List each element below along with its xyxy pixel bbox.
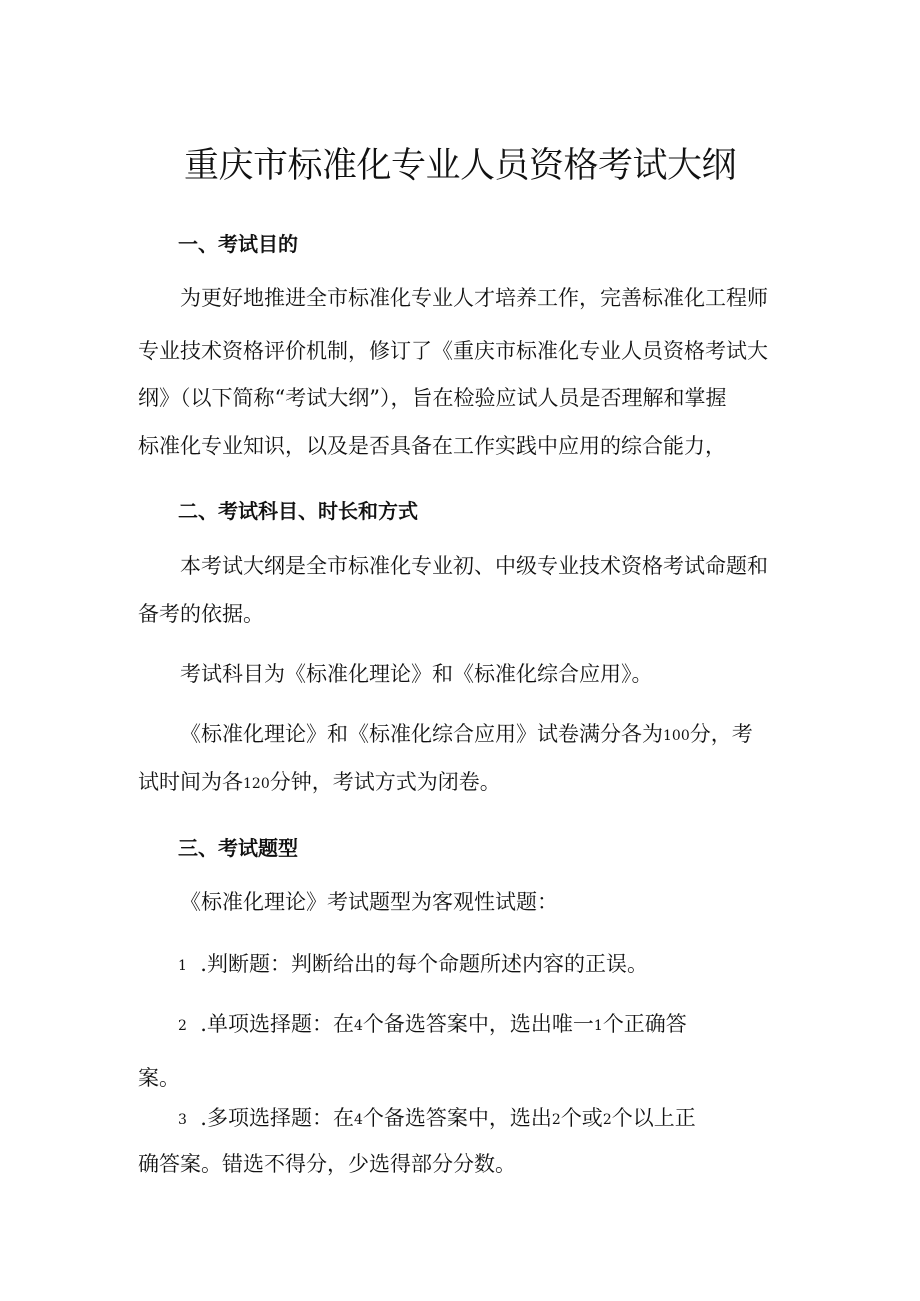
paragraph-line: 案。 (138, 1066, 180, 1090)
list-item-number: 2 (178, 1018, 187, 1034)
text-run: .多项选择题：在 (200, 1106, 354, 1130)
number-run: 100 (663, 728, 690, 744)
text-run: 分，考 (689, 722, 753, 746)
list-item-number: 3 (178, 1112, 187, 1128)
paragraph-line: 为更好地推进全市标准化专业人才培养工作，完善标准化工程师 (180, 286, 768, 310)
paragraph-line: 《标准化理论》考试题型为客观性试题： (180, 890, 558, 914)
text-run: 试时间为各 (138, 770, 243, 794)
number-run: 2 (551, 1112, 561, 1128)
document-title: 重庆市标准化专业人员资格考试大纲 (183, 146, 736, 186)
list-item-single-choice (178, 1014, 687, 1035)
text-run: 个或 (560, 1106, 603, 1130)
number-run: 1 (593, 1018, 603, 1034)
paragraph-line (180, 724, 753, 745)
text-run: 个备选答案中，选出唯一 (362, 1012, 594, 1036)
number-run: 4 (353, 1018, 363, 1034)
number-run: 4 (353, 1112, 363, 1128)
section-heading-question-types: 三、考试题型 (178, 836, 298, 860)
list-item-multiple-choice (178, 1108, 696, 1129)
paragraph-line: 纲》（以下简称“考试大纲”），旨在检验应试人员是否理解和掌握 (138, 386, 727, 410)
paragraph-line: 标准化专业知识，以及是否具备在工作实践中应用的综合能力， (138, 434, 726, 458)
paragraph-line: 考试科目为《标准化理论》和《标准化综合应用》。 (180, 662, 653, 686)
list-item-true-false (178, 954, 648, 975)
list-item-number: 1 (178, 958, 187, 974)
text-run: 个正确答 (602, 1012, 687, 1036)
section-heading-subjects: 二、考试科目、时长和方式 (178, 499, 418, 523)
text-run: .判断题：判断给出的每个命题所述内容的正误。 (200, 952, 648, 976)
paragraph-line: 备考的依据。 (138, 602, 264, 626)
text-run: .单项选择题：在 (200, 1012, 354, 1036)
text-run: 《标准化理论》和《标准化综合应用》试卷满分各为 (180, 722, 663, 746)
section-heading-purpose: 一、考试目的 (178, 232, 298, 256)
text-run: 分钟，考试方式为闭卷。 (269, 770, 501, 794)
paragraph-line: 本考试大纲是全市标准化专业初、中级专业技术资格考试命题和 (180, 554, 768, 578)
number-run: 2 (602, 1112, 612, 1128)
paragraph-line: 专业技术资格评价机制，修订了《重庆市标准化专业人员资格考试大 (138, 339, 768, 363)
text-run: 个备选答案中，选出 (362, 1106, 552, 1130)
paragraph-line (138, 772, 501, 793)
paragraph-line: 确答案。错选不得分，少选得部分分数。 (138, 1152, 516, 1176)
text-run: 个以上正 (611, 1106, 696, 1130)
number-run: 120 (243, 776, 270, 792)
